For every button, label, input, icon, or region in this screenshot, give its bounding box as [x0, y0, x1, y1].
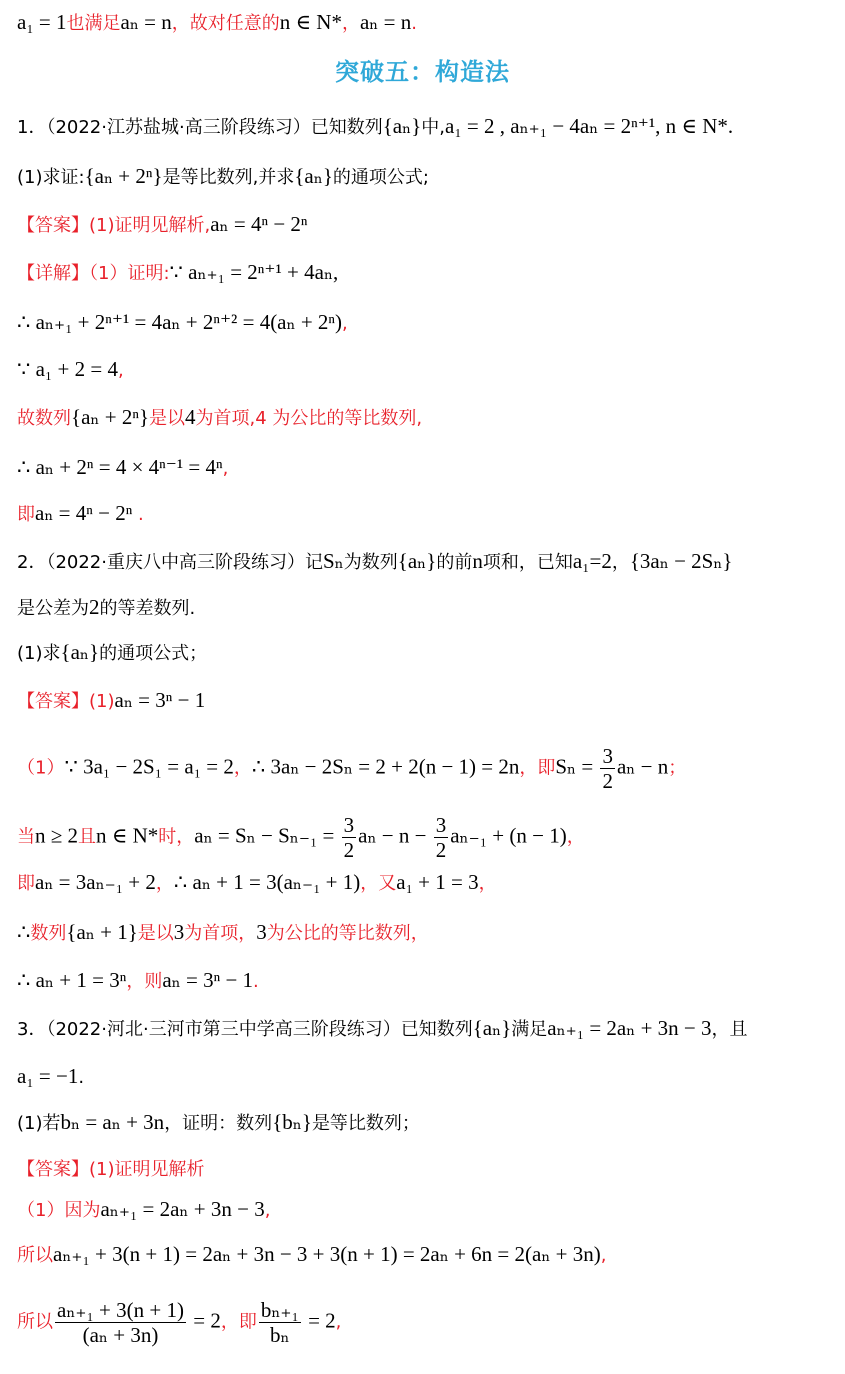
text-line-p2q — [17, 638, 207, 668]
math-expression: {aₙ} — [397, 549, 437, 573]
math-expression: {aₙ + 1} — [66, 920, 138, 944]
text-line-p2d4 — [17, 918, 429, 948]
solution-text: . — [132, 504, 144, 525]
fraction-denominator: bₙ — [270, 1323, 290, 1347]
math-expression: a₁ + 1 = 3 — [396, 870, 479, 894]
fraction-denominator: 2 — [343, 838, 355, 862]
problem-text: (1)求证: — [17, 167, 85, 188]
math-expression: aₙ₊₁ = 2aₙ + 3n − 3 — [100, 1197, 265, 1221]
solution-text: ， — [478, 873, 497, 894]
section-title: 突破五：构造法 — [335, 58, 510, 86]
math-expression: n ∈ N* — [279, 10, 342, 34]
text-line-p2b — [17, 593, 195, 623]
math-expression: aₙ = n — [120, 10, 172, 34]
problem-text: ，且 — [711, 1019, 748, 1040]
text-line-p1d3 — [17, 355, 124, 385]
text-line-p1d5 — [17, 453, 228, 483]
text-line-p3q — [17, 1108, 420, 1138]
solution-text: ， — [155, 873, 174, 894]
math-expression: ∴ aₙ + 1 = 3(aₙ₋₁ + 1) — [173, 870, 361, 894]
text-line-p3b — [17, 1062, 84, 1092]
solution-text: ，又 — [360, 873, 397, 894]
math-expression: = 2 — [187, 1308, 221, 1333]
math-expression: ∴ aₙ₊₁ + 2ⁿ⁺¹ = 4aₙ + 2ⁿ⁺² = 4(aₙ + 2ⁿ) — [17, 310, 343, 334]
problem-text: 是等比数列； — [311, 1113, 420, 1134]
text-line-p2d5 — [17, 966, 259, 996]
fraction-denominator: 2 — [435, 838, 447, 862]
math-expression: aₙ − n − — [358, 823, 432, 848]
text-line-p3d2 — [17, 1240, 607, 1270]
solution-text: ； — [668, 757, 687, 779]
math-expression: Sₙ = — [555, 754, 599, 779]
solution-text: ， — [233, 757, 252, 779]
text-line-p2a — [17, 686, 205, 716]
solution-text: 所以 — [17, 1311, 53, 1333]
math-expression: {aₙ + 2ⁿ} — [84, 164, 163, 188]
problem-text: 的通项公式; — [332, 167, 429, 188]
math-expression: n — [472, 549, 483, 573]
text-line-p1d6 — [17, 499, 144, 529]
math-expression: {3aₙ − 2Sₙ} — [629, 549, 733, 573]
math-expression: ∴ 3aₙ − 2Sₙ = 2 + 2(n − 1) = 2n — [251, 754, 520, 779]
math-expression: ∵ 3a₁ − 2S₁ = a₁ = 2 — [64, 754, 234, 779]
math-expression: aₙ = Sₙ − Sₙ₋₁ = — [194, 823, 340, 848]
solution-text: （1）因为 — [17, 1200, 101, 1221]
math-expression: aₙ − n — [616, 754, 669, 779]
solution-text: 【答案】(1)证明见解析 — [17, 1159, 205, 1180]
math-expression: {aₙ} — [294, 164, 333, 188]
fraction — [342, 813, 357, 862]
math-expression: 3 — [256, 920, 267, 944]
math-expression: 3 — [173, 920, 185, 944]
solution-text: . — [253, 971, 259, 992]
problem-text: (1)求 — [17, 643, 61, 664]
problem-text: ，证明：数列 — [164, 1113, 273, 1134]
math-expression: {bₙ} — [272, 1110, 312, 1134]
solution-text: 为首项,4 为公比的等比数列, — [195, 408, 423, 429]
solution-text: 【详解】（1）证明: — [17, 263, 170, 284]
fraction-numerator: 3 — [602, 744, 613, 768]
math-expression: 2 — [89, 595, 100, 619]
solution-text: . — [411, 13, 417, 34]
math-expression: ∴ — [17, 920, 31, 944]
fraction — [600, 744, 615, 793]
fraction-denominator: 2 — [602, 769, 613, 793]
math-expression: aₙ₋₁ + (n − 1) — [450, 823, 567, 848]
math-expression: aₙ₊₁ + 3(n + 1) = 2aₙ + 3n − 3 + 3(n + 1) = 2aₙ + 6n = 2(aₙ + 3n) — [53, 1242, 601, 1266]
solution-text: 数列 — [30, 923, 67, 944]
math-expression: aₙ = 3ⁿ − 1 — [114, 688, 206, 712]
solution-text: ，即 — [220, 1311, 257, 1333]
problem-text: 的等差数列. — [99, 598, 196, 619]
fraction-numerator: 3 — [343, 813, 355, 837]
text-line-p2d3 — [17, 868, 497, 898]
text-line-p1d2 — [17, 308, 348, 338]
math-expression: n ≥ 2 — [35, 823, 79, 848]
text-line-p3d — [17, 1195, 270, 1225]
text-line-p3 — [17, 1014, 748, 1044]
text-line-p2d2 — [17, 813, 585, 862]
math-expression: aₙ = 3aₙ₋₁ + 2 — [35, 870, 156, 894]
problem-text: . — [78, 1067, 85, 1088]
problem-text: (1)若 — [17, 1113, 61, 1134]
math-expression: aₙ = n — [359, 10, 412, 34]
problem-text: ， — [611, 552, 630, 573]
math-expression: {aₙ + 2ⁿ} — [71, 405, 150, 429]
text-line-p1q — [17, 162, 429, 192]
solution-text: 时， — [158, 826, 195, 848]
solution-text: 是以 — [149, 408, 186, 429]
solution-text: ，则 — [126, 971, 163, 992]
solution-text: 为首项， — [184, 923, 257, 944]
fraction-numerator: 3 — [435, 813, 447, 837]
problem-text: 1．（2022·江苏盐城·高三阶段练习）已知数列 — [17, 117, 383, 138]
solution-text: , — [600, 1245, 607, 1266]
math-expression: {aₙ} — [382, 114, 422, 138]
problem-text: 是公差为 — [17, 598, 89, 619]
problem-text: 中, — [421, 117, 446, 138]
fraction-numerator: bₙ₊₁ — [260, 1298, 299, 1322]
solution-text: , — [117, 360, 124, 381]
text-line-p1a — [17, 210, 308, 240]
solution-text: , — [335, 1311, 342, 1333]
math-expression: aₙ = 4ⁿ − 2ⁿ — [35, 501, 133, 525]
solution-text: ， — [341, 13, 360, 34]
math-expression: a₁ = 1 — [17, 10, 67, 34]
math-expression: bₙ = aₙ + 3n — [60, 1110, 165, 1134]
text-line-p3d3 — [17, 1298, 341, 1347]
fraction-denominator: (aₙ + 3n) — [82, 1323, 159, 1347]
problem-text: 的前 — [436, 552, 473, 573]
solution-text: 当 — [17, 826, 35, 848]
solution-text: ， — [566, 826, 585, 848]
math-expression: ∴ aₙ + 2ⁿ = 4 × 4ⁿ⁻¹ = 4ⁿ — [17, 455, 223, 479]
text-line-l0 — [17, 8, 417, 38]
problem-text: 满足 — [511, 1019, 548, 1040]
text-line-p3a — [17, 1155, 205, 1184]
text-line-p2 — [17, 547, 733, 577]
math-expression: ∵ aₙ₊₁ = 2ⁿ⁺¹ + 4aₙ, — [169, 260, 339, 284]
math-expression: aₙ = 3ⁿ − 1 — [162, 968, 254, 992]
problem-text: 为数列 — [343, 552, 398, 573]
solution-text: 【答案】(1) — [17, 691, 115, 712]
math-expression: n ∈ N* — [96, 823, 159, 848]
solution-text: 所以 — [17, 1245, 53, 1266]
math-expression: aₙ₊₁ = 2aₙ + 3n − 3 — [547, 1016, 712, 1040]
problem-text: 3．（2022·河北·三河市第三中学高三阶段练习）已知数列 — [17, 1019, 473, 1040]
solution-text: （1） — [17, 757, 65, 779]
math-expression: a₁=2 — [572, 549, 612, 573]
math-expression: a₁ = 2 , aₙ₊₁ − 4aₙ = 2ⁿ⁺¹, n ∈ N*. — [445, 114, 734, 138]
solution-text: 故数列 — [17, 408, 71, 429]
math-expression: 4 — [185, 405, 196, 429]
solution-text: , — [222, 458, 229, 479]
solution-text: ，即 — [519, 757, 556, 779]
solution-text: 即 — [17, 504, 35, 525]
problem-text: 2．（2022·重庆八中高三阶段练习）记 — [17, 552, 323, 573]
math-expression: a₁ = −1 — [17, 1064, 79, 1088]
solution-text: 且 — [78, 826, 97, 848]
fraction — [434, 813, 449, 862]
text-line-p1 — [17, 112, 733, 142]
solution-text: 为公比的等比数列， — [266, 923, 429, 944]
math-expression: {aₙ} — [472, 1016, 512, 1040]
math-expression: {aₙ} — [60, 640, 100, 664]
solution-text: 即 — [17, 873, 35, 894]
text-line-p1d4 — [17, 403, 422, 433]
solution-text: 是以 — [137, 923, 174, 944]
text-line-p2d — [17, 744, 686, 793]
fraction — [55, 1298, 186, 1347]
math-expression: aₙ = 4ⁿ − 2ⁿ — [210, 212, 308, 236]
solution-text: 【答案】(1)证明见解析, — [17, 215, 211, 236]
text-line-p1d — [17, 258, 338, 288]
solution-text: 也满足 — [66, 13, 121, 34]
math-expression: Sₙ — [322, 549, 344, 573]
problem-text: 是等比数列,并求 — [162, 167, 295, 188]
fraction-numerator: aₙ₊₁ + 3(n + 1) — [57, 1298, 184, 1322]
math-expression: = 2 — [302, 1308, 336, 1333]
solution-text: , — [342, 313, 348, 334]
problem-text: 项和，已知 — [482, 552, 573, 573]
solution-text: , — [264, 1200, 271, 1221]
math-expression: ∵ a₁ + 2 = 4 — [17, 357, 118, 381]
math-expression: ∴ aₙ + 1 = 3ⁿ — [17, 968, 127, 992]
solution-text: ，故对任意的 — [171, 13, 280, 34]
fraction — [259, 1298, 301, 1347]
problem-text: 的通项公式； — [99, 643, 208, 664]
